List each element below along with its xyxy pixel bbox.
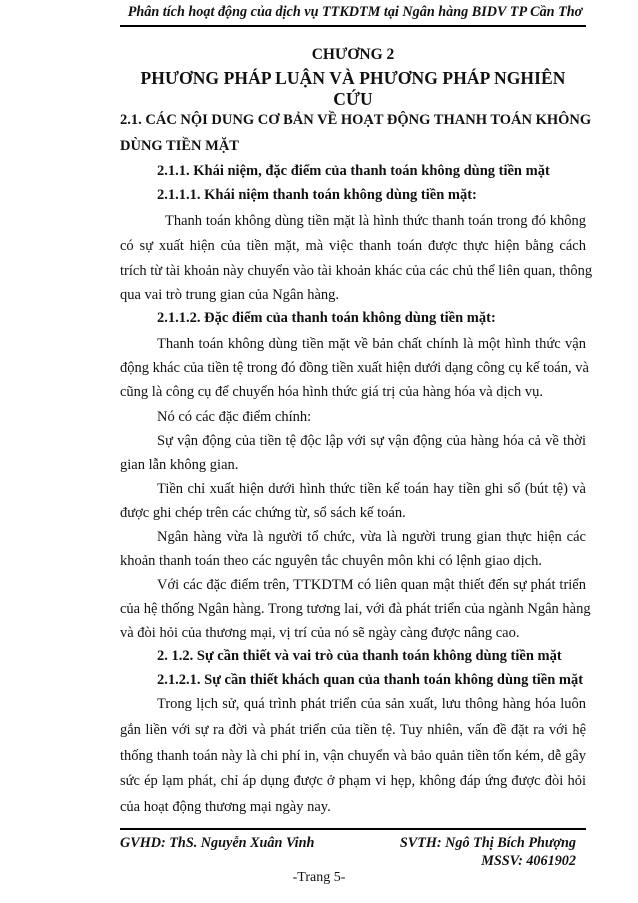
subsubsection-heading: 2.1.1.2. Đặc điểm của thanh toán không dùng tiền mặt: xyxy=(157,310,496,326)
page-number: -Trang 5- xyxy=(292,870,346,885)
subsubsection-heading: 2.1.2.1. Sự cần thiết khách quan của thanh toán không dùng tiền mặt xyxy=(157,672,584,688)
paragraph-line: thống thanh toán này là chi phí in, vận chuyển và bảo quản tiền tốn kém, dễ gây xyxy=(120,748,586,764)
chapter-title: PHƯƠNG PHÁP LUẬN VÀ PHƯƠNG PHÁP NGHIÊN CỨU xyxy=(140,68,566,109)
paragraph-line: động khác của tiền tệ trong đó đồng tiền xuất hiện dưới dạng công cụ kế toán, và xyxy=(120,360,589,376)
paragraph-line: của hoạt động thương mại ngày nay. xyxy=(120,799,331,815)
footer-advisor: GVHD: ThS. Nguyễn Xuân Vinh xyxy=(120,835,315,851)
bullet-continuation: được ghi chép trên các chứng từ, sổ sách kế toán. xyxy=(120,505,406,521)
paragraph-line: Nó có các đặc điểm chính: xyxy=(157,409,312,425)
paragraph-line: của hệ thống Ngân hàng. Trong tương lai, với đà phát triển của ngành Ngân hàng xyxy=(120,601,591,617)
footer-rule xyxy=(120,828,586,830)
paragraph-line: Thanh toán không dùng tiền mặt là hình thức thanh toán trong đó không xyxy=(165,213,586,229)
subsection-heading: 2. 1.2. Sự cần thiết và vai trò của thanh toán không dùng tiền mặt xyxy=(157,648,562,664)
section-heading-line-2: DÙNG TIỀN MẶT xyxy=(120,138,239,154)
paragraph-line: và đòi hỏi của thương mại, vị trí của nó sẽ ngày càng được nâng cao. xyxy=(120,625,520,641)
bullet-continuation: gian lẫn không gian. xyxy=(120,457,239,473)
bullet-line: Sự vận động của tiền tệ độc lập với sự vận động của hàng hóa cả về thời xyxy=(157,433,586,449)
bullet-continuation: khoản thanh toán theo các nguyên tắc chuyên môn khi có lệnh giao dịch. xyxy=(120,553,542,569)
footer-student-id: MSSV: 4061902 xyxy=(481,853,576,869)
paragraph-line: sức ép lạm phát, chỉ áp dụng được ở phạm vi hẹp, không đáp ứng được đòi hỏi xyxy=(120,773,586,789)
chapter-number: CHƯƠNG 2 xyxy=(311,46,395,63)
footer-student: SVTH: Ngô Thị Bích Phượng xyxy=(399,835,576,851)
paragraph-line: cũng là công cụ để chuyển hóa hình thức giá trị của hàng hóa và dịch vụ. xyxy=(120,384,543,400)
subsubsection-heading: 2.1.1.1. Khái niệm thanh toán không dùng tiền mặt: xyxy=(157,187,477,203)
running-header: Phân tích hoạt động của dịch vụ TTKDTM tại Ngân hàng BIDV TP Cần Thơ xyxy=(127,4,583,20)
bullet-line: Tiền chỉ xuất hiện dưới hình thức tiền kế toán hay tiền ghi sổ (bút tệ) và xyxy=(157,481,586,497)
paragraph-line: có sự xuất hiện của tiền mặt, mà việc thanh toán được thực hiện bằng cách xyxy=(120,238,586,254)
header-rule xyxy=(120,25,586,27)
paragraph-line: trích từ tài khoản này chuyển vào tài khoản khác của các chủ thể liên quan, thông xyxy=(120,263,593,279)
paragraph-line: Với các đặc điểm trên, TTKDTM có liên quan mật thiết đến sự phát triển xyxy=(157,577,586,593)
section-heading-line-1: 2.1. CÁC NỘI DUNG CƠ BẢN VỀ HOẠT ĐỘNG THANH TOÁN KHÔNG xyxy=(120,112,592,128)
paragraph-line: Thanh toán không dùng tiền mặt về bản chất chính là một hình thức vận xyxy=(157,336,586,352)
paragraph-line: Trong lịch sử, quá trình phát triển của sản xuất, lưu thông hàng hóa luôn xyxy=(157,696,586,712)
subsection-heading: 2.1.1. Khái niệm, đặc điểm của thanh toán không dùng tiền mặt xyxy=(157,163,550,179)
paragraph-line: gắn liền với sự ra đời và phát triển của tiền tệ. Tuy nhiên, vấn đề đặt ra với hệ xyxy=(120,722,586,738)
paragraph-line: qua vai trò trung gian của Ngân hàng. xyxy=(120,287,340,303)
bullet-line: Ngân hàng vừa là người tổ chức, vừa là người trung gian thực hiện các xyxy=(157,529,586,545)
